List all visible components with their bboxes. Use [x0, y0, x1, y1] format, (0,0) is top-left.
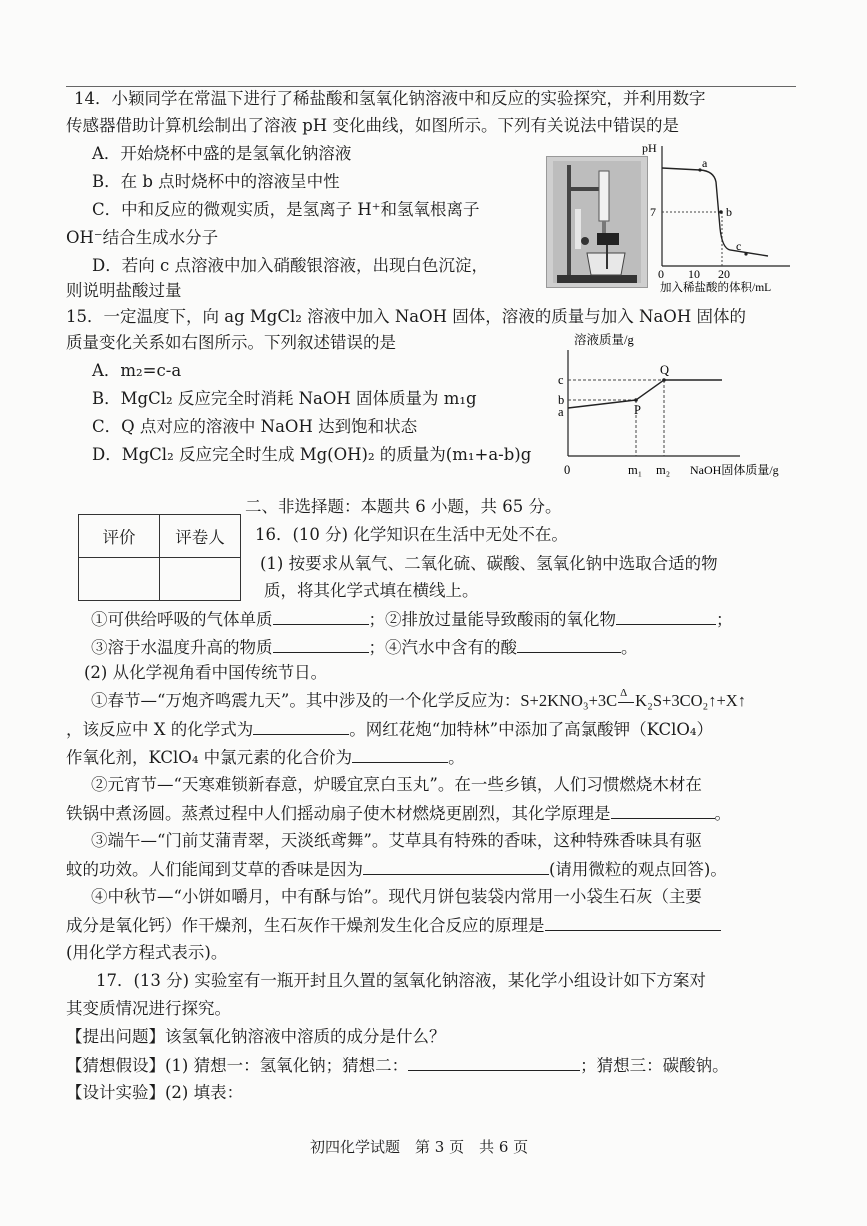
q16-spring-line1: [91, 687, 746, 712]
q16-dragon-end: (请用微粒的观点回答)。: [549, 860, 727, 879]
q16-dragon-blank[interactable]: [363, 858, 549, 875]
q16-spring-text: ①春节—“万炮齐鸣震九天”。其中涉及的一个化学反应为：: [91, 691, 521, 710]
q14-option-d-line2: 则说明盐酸过量: [66, 281, 182, 300]
delta-symbol: Δ: [620, 687, 628, 699]
mass-curve: [568, 380, 722, 408]
q16-lantern-blank[interactable]: [611, 802, 715, 819]
q16-dragon-question: 蚊的功效。人们能闻到艾草的香味是因为: [66, 860, 363, 879]
q16-midautumn-line2: [66, 914, 721, 937]
q14-stem-line1: 14．小颖同学在常温下进行了稀盐酸和氢氧化钠溶液中和反应的实验探究，并利用数字: [74, 89, 706, 108]
mass-tick-m1: m₁: [628, 463, 643, 477]
solution-mass-graph: [552, 328, 812, 480]
q16-item2-blank[interactable]: [616, 608, 716, 625]
q16-item3-text: ③溶于水温度升高的物质: [91, 638, 273, 657]
q16-valence-blank[interactable]: [352, 746, 448, 763]
mass-tick-m2: m₂: [656, 463, 671, 477]
q14-option-c-line2: OH⁻结合生成水分子: [66, 228, 219, 247]
q16-lantern-line2: [66, 802, 731, 825]
q16-item2-text: ；②排放过量能导致酸雨的氧化物: [368, 610, 616, 629]
mass-point-p: P: [634, 403, 641, 417]
q16-part1-line1: (1) 按要求从氧气、二氧化硫、碳酸、氢氧化钠中选取合适的物: [260, 554, 718, 573]
q16-valence-end: 。: [448, 748, 465, 767]
ph-curve-graph: [640, 138, 800, 294]
q16-midautumn-line1: ④中秋节—“小饼如嚼月，中有酥与饴”。现代月饼包装袋内常用一小袋生石灰（主要: [91, 887, 702, 906]
q16-spring-line3: [66, 746, 465, 769]
q17-stem-line2: 其变质情况进行探究。: [66, 999, 231, 1018]
q16-item4-text: ；④汽水中含有的酸: [368, 638, 517, 657]
q16-kclo4-text: 。网红花炮“加特林”中添加了高氯酸钾（KClO₄）: [349, 720, 714, 739]
q16-item4-end: 。: [621, 638, 638, 657]
q15-stem-line1: 15．一定温度下，向 ag MgCl₂ 溶液中加入 NaOH 固体，溶液的质量与加入 NaOH 固体的: [66, 307, 746, 326]
mass-tick-b: b: [558, 393, 565, 407]
q16-item2-end: ；: [716, 610, 733, 629]
q16-lantern-line1: ②元宵节—“天寒难锁新春意，炉暖宜烹白玉丸”。在一些乡镇，人们习惯燃烧木材在: [91, 775, 702, 794]
q16-x-question: ，该反应中 X 的化学式为: [66, 720, 254, 739]
q16-lantern-end: 。: [714, 804, 731, 823]
q16-part1-line2: 质，将其化学式填在横线上。: [264, 581, 479, 600]
q16-item3-line: [91, 636, 638, 659]
q16-item1-line: [91, 608, 733, 631]
q16-dragon-line1: ③端午—“门前艾蒲青翠，天淡纸鸢舞”。艾草具有特殊的香味，这种特殊香味具有驱: [91, 831, 702, 850]
q16-item1-blank[interactable]: [273, 608, 369, 625]
q14-option-b: B．在 b 点时烧杯中的溶液呈中性: [92, 172, 340, 191]
equation-products: K₂S+3CO₂↑+X↑: [635, 691, 746, 710]
q16-item4-blank[interactable]: [517, 636, 621, 653]
q15-option-c: C．Q 点对应的溶液中 NaOH 达到饱和状态: [92, 417, 418, 436]
equation-heat-arrow: [617, 687, 635, 712]
q15-option-d: D．MgCl₂ 反应完全时生成 Mg(OH)₂ 的质量为(m₁+a-b)g: [92, 445, 532, 464]
q15-option-a: A．m₂=c-a: [92, 361, 182, 380]
q16-midautumn-blank[interactable]: [545, 914, 721, 931]
mass-tick-c: c: [558, 373, 564, 387]
q16-stem: 16．(10 分) 化学知识在生活中无处不在。: [255, 525, 568, 544]
header-rule: [66, 86, 796, 87]
ph-y-label: pH: [642, 141, 657, 155]
q14-option-a: A．开始烧杯中盛的是氢氧化钠溶液: [92, 144, 352, 163]
ph-tick-10: 10: [688, 267, 700, 281]
q17-stem-line1: 17．(13 分) 实验室有一瓶开封且久置的氢氧化钠溶液，某化学小组设计如下方案对: [96, 971, 706, 990]
q14-option-c-line1: C．中和反应的微观实质，是氢离子 H⁺和氢氧根离子: [92, 200, 480, 219]
section-two-heading: 二、非选择题：本题共 6 小题，共 65 分。: [245, 497, 562, 516]
q16-lantern-question: 铁锅中煮汤圆。蒸煮过程中人们摇动扇子使木材燃烧更剧烈，其化学原理是: [66, 804, 611, 823]
ph-tick-20: 20: [718, 267, 730, 281]
mass-tick-a: a: [558, 405, 564, 419]
mass-point-q: Q: [660, 363, 670, 377]
q16-item3-blank[interactable]: [273, 636, 369, 653]
grader-header-grader: 评卷人: [160, 515, 241, 558]
q14-stem-line2: 传感器借助计算机绘制出了溶液 pH 变化曲线，如图所示。下列有关说法中错误的是: [66, 116, 679, 135]
q16-midautumn-question: 成分是氧化钙）作干燥剂，生石灰作干燥剂发生化合反应的原理是: [66, 916, 545, 935]
ph-x-label: 加入稀盐酸的体积/mL: [660, 282, 772, 294]
q16-item1-text: ①可供给呼吸的气体单质: [91, 610, 273, 629]
q15-stem-line2: 质量变化关系如右图所示。下列叙述错误的是: [66, 333, 396, 352]
mass-origin: 0: [564, 463, 571, 477]
ph-point-c: c: [736, 239, 742, 253]
q17-hypothesis-end: ；猜想三：碳酸钠。: [580, 1056, 729, 1075]
q16-dragon-line2: [66, 858, 727, 881]
q15-option-b: B．MgCl₂ 反应完全时消耗 NaOH 固体质量为 m₁g: [92, 389, 477, 408]
q17-hypothesis-text: 【猜想假设】(1) 猜想一：氢氧化钠；猜想二：: [66, 1056, 409, 1075]
q17-question: 【提出问题】该氢氧化钠溶液中溶质的成分是什么？: [66, 1027, 446, 1046]
page-footer: 初四化学试题 第 3 页 共 6 页: [310, 1138, 529, 1156]
q17-design: 【设计实验】(2) 填表：: [66, 1083, 244, 1102]
equation-reactants: S+2KNO₃+3C: [520, 691, 618, 710]
q16-midautumn-line3: (用化学方程式表示)。: [66, 943, 228, 962]
grader-score-cell[interactable]: [79, 558, 160, 601]
q16-part2: (2) 从化学视角看中国传统节日。: [84, 663, 328, 682]
apparatus-photo: [546, 156, 648, 288]
mass-y-label: 溶液质量/g: [574, 333, 634, 347]
ph-point-b: b: [726, 205, 732, 219]
q16-x-formula-blank[interactable]: [253, 718, 349, 735]
ph-tick-7: 7: [650, 205, 656, 219]
grader-table: [78, 514, 241, 601]
grader-name-cell[interactable]: [160, 558, 241, 601]
ph-tick-0: 0: [658, 267, 664, 281]
mass-x-label: NaOH固体质量/g: [690, 463, 779, 477]
grader-header-score: 评价: [79, 515, 160, 558]
ph-point-a: a: [702, 156, 708, 170]
q17-hypothesis-blank[interactable]: [408, 1054, 580, 1071]
q16-spring-line2: [66, 718, 713, 741]
q16-spring-equation: [520, 687, 746, 710]
q16-valence-question: 作氧化剂，KClO₄ 中氯元素的化合价为: [66, 748, 353, 767]
q17-hypothesis-line: [66, 1054, 729, 1077]
q14-option-d-line1: D．若向 c 点溶液中加入硝酸银溶液，出现白色沉淀，: [92, 256, 488, 275]
